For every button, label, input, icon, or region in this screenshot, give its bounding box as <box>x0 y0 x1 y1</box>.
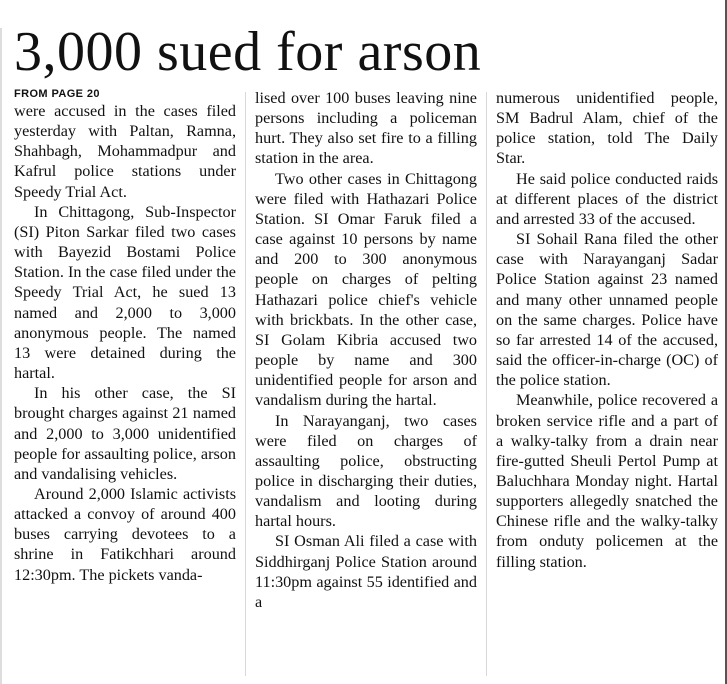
paragraph: He said police conducted raids at different places of the district and arrested 33 of the accused. <box>496 169 718 228</box>
paragraph: SI Sohail Rana filed the other case with Narayanganj Sadar Police Station against 23 named and many other unnamed people on the same charges. Police have so far arrested 14 of the accused, said the officer-in-charge (OC) of the police station. <box>496 230 718 390</box>
paragraph: lised over 100 buses leaving nine persons including a policeman hurt. They also set fire to a filling station in the area. <box>255 89 477 168</box>
paragraph: In Chittagong, Sub-Inspector (SI) Piton Sarkar filed two cases with Bayezid Bostami Police Station. In the case filed under the Speedy Trial Act, he sued 13 named and 2,000 to 3,000 anonymous people. The named 13 were detained during the hartal. <box>14 202 236 383</box>
paragraph: Two other cases in Chittagong were filed with Hathazari Police Station. SI Omar Faruk filed a case against 10 persons by name and 200 to 300 anonymous people on charges of pelting Hathazari police chief's vehicle with brickbats. In the other case, SI Golam Kibria accused two people by name and 300 unidentified people for arson and vandalism during the hartal. <box>255 169 477 410</box>
column-rule <box>486 92 487 676</box>
paragraph: Meanwhile, police recovered a broken service rifle and a part of a walky-talky from a drain near fire-gutted Sheuli Pertol Pump at Baluchhara Monday night. Hartal supporters allegedly snatched the Chinese rifle and the walky-talky from onduty policemen at the filling station. <box>496 391 718 571</box>
jump-label: FROM PAGE 20 <box>14 88 100 100</box>
headline: 3,000 sued for arson <box>14 21 482 83</box>
paragraph: In Narayanganj, two cases were filed on charges of assaulting police, obstructing police in discharging their duties, vandalism and looting during hartal hours. <box>255 411 477 531</box>
column-rule <box>245 92 246 676</box>
article-column-1 <box>14 101 236 585</box>
paragraph: numerous unidentified people, SM Badrul Alam, chief of the police station, told The Daily Star. <box>496 89 718 168</box>
paragraph: were accused in the cases filed yesterday with Paltan, Ramna, Shahbagh, Mohammadpur and Kafrul police stations under Speedy Trial Act. <box>14 102 236 201</box>
article-column-3 <box>496 88 718 572</box>
paragraph: SI Osman Ali filed a case with Siddhirganj Police Station around 11:30pm against 55 identified and a <box>255 532 477 611</box>
article-column-2 <box>255 88 477 612</box>
paragraph: In his other case, the SI brought charges against 21 named and 2,000 to 3,000 unidentified people for assaulting police, arson and vandalising vehicles. <box>14 384 236 483</box>
scan-edge-left <box>0 28 2 684</box>
paragraph: Around 2,000 Islamic activists attacked a convoy of around 400 buses carrying devotees to a shrine in Fatikchhari around 12:30pm. The pickets vanda- <box>14 484 236 584</box>
